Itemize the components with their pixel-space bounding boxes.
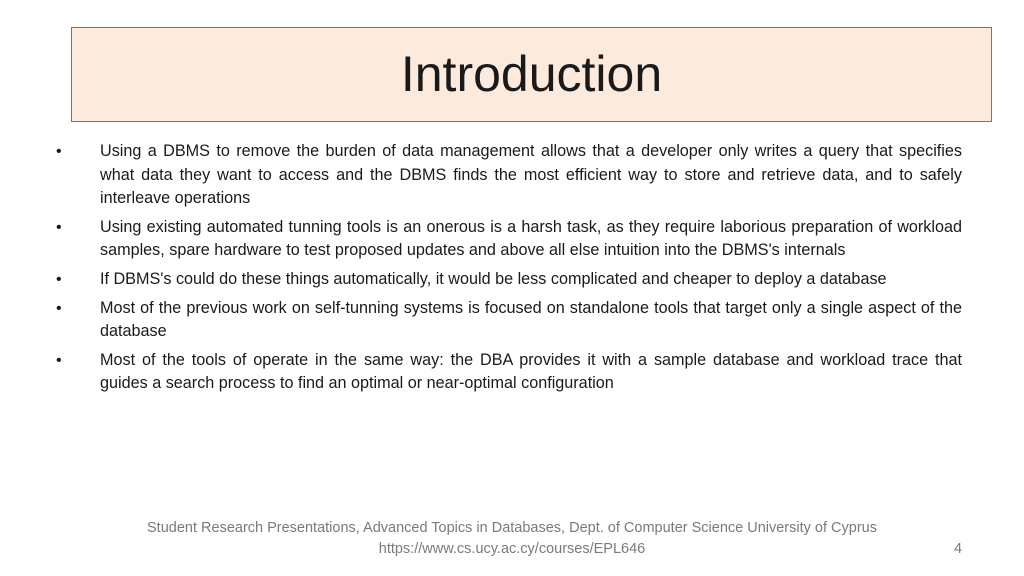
- page-number: 4: [953, 541, 963, 557]
- bullet-item: [56, 297, 962, 344]
- footer-line-2: https://www.cs.ucy.ac.cy/courses/EPL646: [378, 541, 646, 557]
- bullet-icon: •: [56, 270, 62, 288]
- slide-title: Introduction: [400, 45, 663, 102]
- bullet-item: [56, 140, 962, 211]
- bullet-text: Most of the previous work on self-tunning systems is focused on standalone tools that target only a single aspect of the database: [100, 298, 962, 341]
- bullet-item: [56, 349, 962, 396]
- bullet-text: Most of the tools of operate in the same way: the DBA provides it with a sample database and workload trace that guides a search process to find an optimal or near-optimal configuration: [100, 350, 962, 393]
- title-box: [71, 27, 992, 122]
- bullet-icon: •: [56, 218, 62, 236]
- bullet-icon: •: [56, 143, 62, 160]
- footer: [0, 518, 1024, 560]
- bullet-icon: •: [56, 351, 62, 369]
- footer-line-1: Student Research Presentations, Advanced Topics in Databases, Dept. of Computer Science University of Cyprus: [147, 520, 877, 536]
- bullet-text: Using a DBMS to remove the burden of data management allows that a developer only writes a query that specifies what data they want to access and the DBMS finds the most efficient way to store and retrieve data, and to safely interleave operations: [100, 142, 962, 208]
- bullet-icon: •: [56, 299, 62, 317]
- bullet-item: [56, 216, 962, 263]
- bullet-item: [56, 268, 962, 292]
- bullet-text: Using existing automated tunning tools is an onerous is a harsh task, as they require laborious preparation of workload samples, spare hardware to test proposed updates and above all else intuition into the DBMS's internals: [100, 217, 962, 260]
- bullet-text: If DBMS's could do these things automatically, it would be less complicated and cheaper to deploy a database: [100, 269, 887, 288]
- bullet-list: [56, 140, 962, 401]
